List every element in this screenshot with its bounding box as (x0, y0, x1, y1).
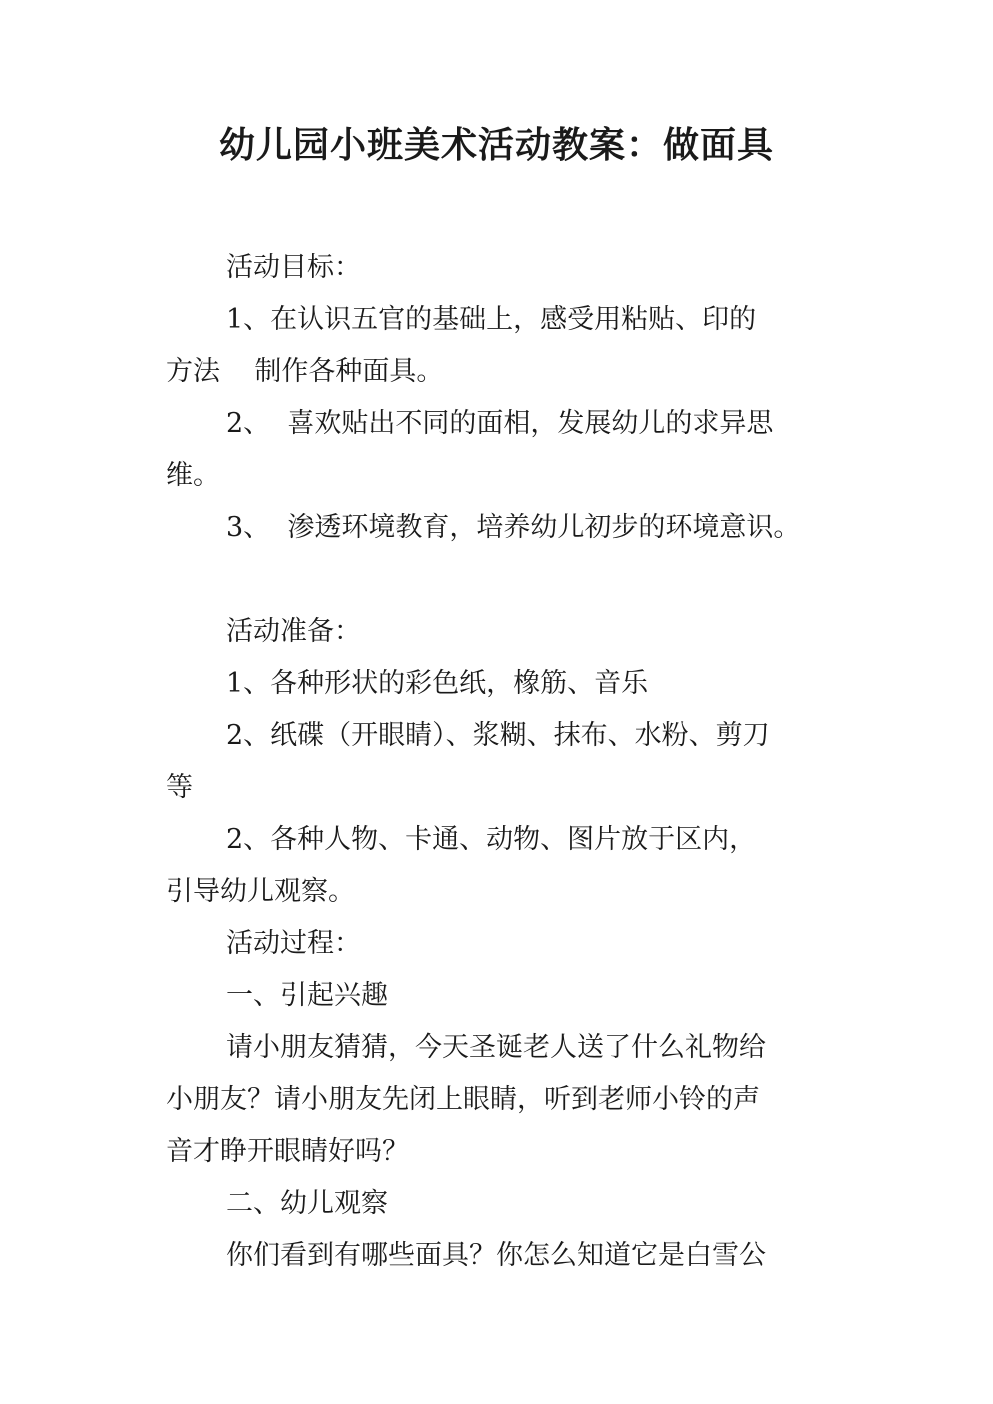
section-heading-goals: 活动目标： (226, 252, 361, 283)
prep-1: 1、各种形状的彩色纸，橡筋、音乐 (226, 668, 649, 699)
goal-2-line-2: 维。 (166, 460, 220, 491)
goal-1-line-2: 方法 制作各种面具。 (166, 356, 444, 387)
goal-2-line-1: 2、 喜欢贴出不同的面相，发展幼儿的求异思 (226, 408, 774, 439)
prep-3-line-1: 2、各种人物、卡通、动物、图片放于区内， (226, 824, 757, 855)
process-step-1-line-1: 请小朋友猜猜，今天圣诞老人送了什么礼物给 (226, 1032, 766, 1063)
process-step-2-line-1: 你们看到有哪些面具？你怎么知道它是白雪公 (226, 1240, 766, 1271)
process-step-1-line-2: 小朋友？请小朋友先闭上眼睛，听到老师小铃的声 (166, 1084, 760, 1115)
goal-1-line-1: 1、在认识五官的基础上，感受用粘贴、印的 (226, 304, 757, 335)
prep-2-line-2: 等 (166, 772, 193, 803)
page-title: 幼儿园小班美术活动教案：做面具 (218, 125, 774, 166)
prep-3-line-2: 引导幼儿观察。 (166, 876, 355, 907)
process-step-2-heading: 二、幼儿观察 (226, 1188, 388, 1219)
prep-2-line-1: 2、纸碟（开眼睛）、浆糊、抹布、水粉、剪刀 (226, 720, 770, 751)
process-step-1-line-3: 音才睁开眼睛好吗？ (166, 1136, 409, 1167)
goal-3: 3、 渗透环境教育，培养幼儿初步的环境意识。 (226, 512, 801, 543)
section-heading-preparation: 活动准备： (226, 616, 361, 647)
process-step-1-heading: 一、引起兴趣 (226, 980, 388, 1011)
section-heading-process: 活动过程： (226, 928, 361, 959)
